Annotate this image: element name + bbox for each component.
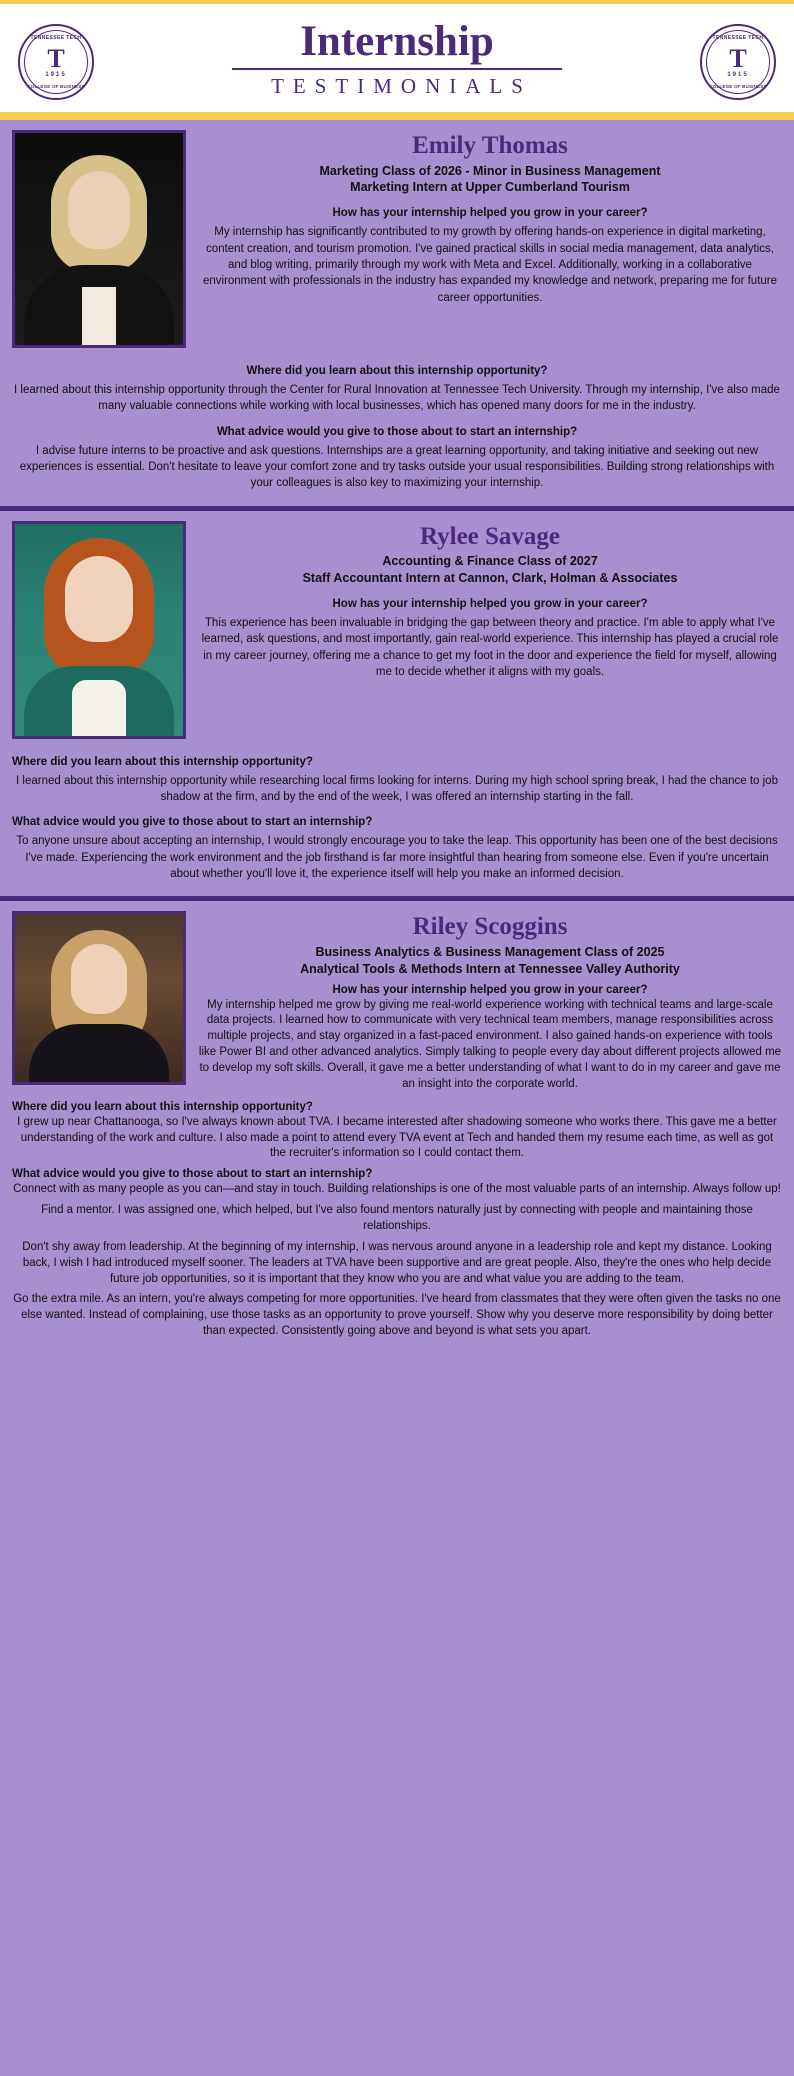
person-role: Marketing Intern at Upper Cumberland Tourism bbox=[350, 180, 630, 195]
seal-bottom-text: COLLEGE OF BUSINESS bbox=[27, 84, 85, 89]
answer-advice: I advise future interns to be proactive and ask questions. Internships are a great learning opportunity, and taking initiative and seeking out new experiences is essential. Don't hesitate to leave your comfort zone and try tasks outside your usual responsibilities. Building strong relationships with your colleagues is also key to maximizing your internship. bbox=[19, 444, 775, 490]
advice-paragraph: Go the extra mile. As an intern, you're always competing for more opportunities. I've heard from classmates that they were often given the tasks no one else wanted. Instead of complaining, use those tasks as an opportunity to prove yourself. Show why you deserve more responsibility by doing better than expected. Consistently going above and beyond is what sets you apart. bbox=[13, 1293, 781, 1338]
seal-top-text: TENNESSEE TECH bbox=[30, 35, 82, 41]
seal-bottom-text: COLLEGE OF BUSINESS bbox=[709, 84, 767, 89]
person-program: Accounting & Finance Class of 2027 bbox=[382, 554, 598, 569]
title-subtitle: TESTIMONIALS bbox=[271, 73, 532, 98]
question-advice: What advice would you give to those about to start an internship? bbox=[216, 425, 578, 438]
avatar bbox=[12, 911, 186, 1085]
seal-letter: T bbox=[47, 44, 65, 73]
page-title bbox=[232, 19, 562, 98]
question-advice: What advice would you give to those about to start an internship? bbox=[12, 1168, 373, 1181]
title-main: Internship bbox=[300, 18, 494, 66]
portrait-image bbox=[15, 133, 183, 345]
person-name: Rylee Savage bbox=[419, 522, 561, 550]
answer-advice-list bbox=[12, 1182, 782, 1340]
question-growth: How has your internship helped you grow in your career? bbox=[332, 597, 648, 610]
person-name: Emily Thomas bbox=[412, 132, 568, 159]
person-program: Marketing Class of 2026 - Minor in Business Management bbox=[319, 163, 661, 178]
seal-year: 1915 bbox=[45, 72, 67, 78]
answer-source: I grew up near Chattanooga, so I've always known about TVA. I became interested after shadowing someone who works there. This gave me a better understanding of the work and culture. I also made a point to attend every TVA event at Tech and handed them my resume each time, as well as got the recruiter's information so I could contact them. bbox=[17, 1115, 777, 1160]
person-role: Staff Accountant Intern at Cannon, Clark, Holman & Associates bbox=[302, 571, 678, 586]
question-source: Where did you learn about this internship opportunity? bbox=[12, 1100, 313, 1113]
tennessee-tech-seal-left-icon bbox=[18, 24, 94, 100]
testimonial-emily-thomas bbox=[0, 120, 794, 506]
seal-letter: T bbox=[729, 44, 747, 73]
advice-paragraph: Don't shy away from leadership. At the beginning of my internship, I was nervous around anyone in a leadership role and kept my distance. Looking back, I wish I had introduced myself sooner. The leaders at TVA have been supportive and are great people. Also, they're the ones who help decide future job opportunities, so it is important that they know who you are and what value you are adding to the team. bbox=[22, 1240, 772, 1285]
advice-paragraph: Connect with as many people as you can—and stay in touch. Building relationships is one of the most valuable parts of an internship. Always follow up! bbox=[13, 1183, 781, 1196]
answer-growth: My internship helped me grow by giving me real-world experience working with technical teams and large-scale data projects. I learned how to communicate with very technical team members, manage responsibilities across multiple projects, and stay organized in a fast-paced environment. I also gained hands-on experience with tools like Power BI and other advanced analytics. Simply talking to people every day about different projects allowed me to develop my soft skills. Overall, it gave me a better understanding of what I want to do in my career and gave me an insight into the corporate world. bbox=[198, 998, 782, 1090]
question-growth: How has your internship helped you grow in your career? bbox=[332, 983, 648, 996]
answer-growth: This experience has been invaluable in bridging the gap between theory and practice. I'm able to apply what I've learned, ask questions, and most importantly, gain real-world experience. This internship has played a crucial role in my career journey, offering me a chance to get my foot in the door and experience the field for myself, allowing me to decide whether it aligns with my goals. bbox=[201, 616, 779, 678]
portrait-image bbox=[15, 914, 183, 1082]
avatar bbox=[12, 521, 186, 739]
testimonial-riley-scoggins bbox=[0, 901, 794, 1354]
advice-paragraph: Find a mentor. I was assigned one, which helped, but I've also found mentors naturally just by connecting with people and maintaining those relationships. bbox=[41, 1204, 753, 1232]
answer-source: I learned about this internship opportunity through the Center for Rural Innovation at Tennessee Tech University. Through my internship, I've also made many valuable connections while working with local businesses, which has opened many doors for me in the industry. bbox=[14, 384, 780, 413]
person-program: Business Analytics & Business Management Class of 2025 bbox=[315, 944, 665, 959]
seal-year: 1915 bbox=[727, 72, 749, 78]
person-name: Riley Scoggins bbox=[412, 913, 568, 941]
question-source: Where did you learn about this internship opportunity? bbox=[246, 365, 548, 377]
page-header bbox=[0, 4, 794, 116]
portrait-image bbox=[15, 524, 183, 736]
seal-top-text: TENNESSEE TECH bbox=[712, 35, 764, 41]
testimonial-rylee-savage bbox=[0, 511, 794, 897]
title-divider bbox=[232, 68, 562, 70]
person-role: Analytical Tools & Methods Intern at Tennessee Valley Authority bbox=[300, 961, 680, 976]
question-growth: How has your internship helped you grow in your career? bbox=[332, 207, 648, 220]
answer-source: I learned about this internship opportunity while researching local firms looking for interns. During my high school spring break, I had the chance to job shadow at the firm, and by the end of the week, I was offered an internship starting in the fall. bbox=[16, 774, 778, 803]
answer-advice: To anyone unsure about accepting an internship, I would strongly encourage you to take the leap. This opportunity has been one of the best decisions I've made. Experiencing the work environment and the job firsthand is far more insightful than hearing from someone else. Even if you're uncertain about whether you'll love it, the experience itself will help you make an informed decision. bbox=[16, 835, 778, 880]
avatar bbox=[12, 130, 186, 348]
question-source: Where did you learn about this internship opportunity? bbox=[12, 755, 313, 768]
question-advice: What advice would you give to those about to start an internship? bbox=[12, 816, 373, 829]
answer-growth: My internship has significantly contributed to my growth by offering hands-on experience in digital marketing, content creation, and tourism promotion. I've gained practical skills in social media management, data analytics, and blog writing, primarily through my work with Meta and Excel. Additionally, working in a collaborative environment with professionals in the industry has expanded my knowledge and network, preparing me for future career opportunities. bbox=[202, 226, 778, 304]
tennessee-tech-seal-right-icon bbox=[700, 24, 776, 100]
